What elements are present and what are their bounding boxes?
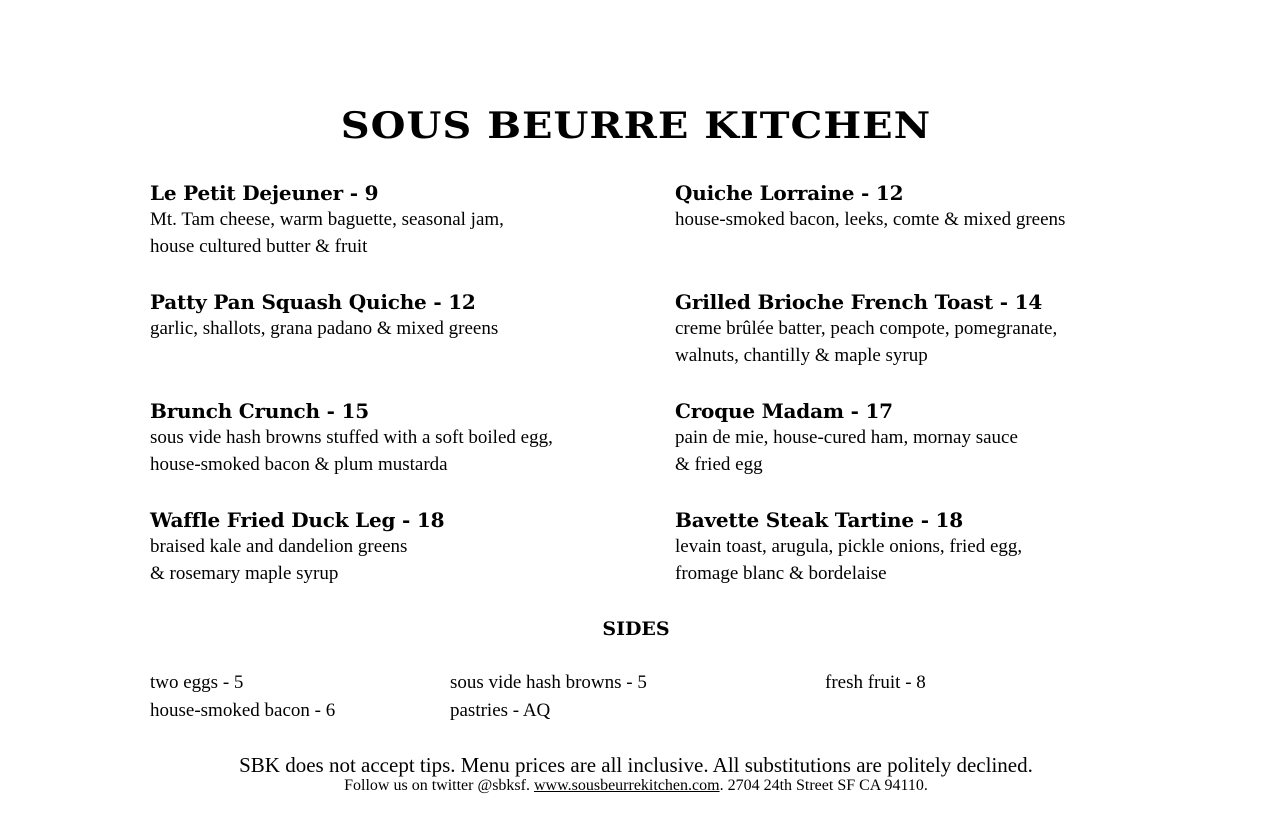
menu-item bbox=[150, 398, 620, 478]
menu-item bbox=[150, 507, 620, 587]
menu-item bbox=[675, 398, 1145, 478]
menu-item-description: pain de mie, house-cured ham, mornay sauce & fried egg bbox=[675, 427, 1018, 475]
twitter-handle-text: Follow us on twitter @sbksf. bbox=[344, 777, 534, 794]
menu-item-description: creme brûlée batter, peach compote, pomegranate, walnuts, chantilly & maple syrup bbox=[675, 318, 1058, 366]
menu-item-name: Brunch Crunch - 15 bbox=[150, 399, 369, 423]
menu-item-description: levain toast, arugula, pickle onions, fried egg, fromage blanc & bordelaise bbox=[675, 536, 1023, 584]
menu-item-description: braised kale and dandelion greens & rosemary maple syrup bbox=[150, 536, 408, 584]
side-item: two eggs - 5 bbox=[150, 672, 244, 693]
side-item: sous vide hash browns - 5 bbox=[450, 672, 647, 693]
menu-item-name: Grilled Brioche French Toast - 14 bbox=[675, 290, 1043, 314]
menu-item-description: garlic, shallots, grana padano & mixed greens bbox=[150, 318, 499, 339]
menu-item-name: Croque Madam - 17 bbox=[675, 399, 893, 423]
menu-item-name: Le Petit Dejeuner - 9 bbox=[150, 181, 379, 205]
restaurant-title: SOUS BEURRE KITCHEN bbox=[340, 103, 932, 148]
menu-item-name: Waffle Fried Duck Leg - 18 bbox=[150, 508, 445, 532]
menu-item-name: Quiche Lorraine - 12 bbox=[675, 181, 904, 205]
menu-item-name: Patty Pan Squash Quiche - 12 bbox=[150, 290, 476, 314]
side-item: house-smoked bacon - 6 bbox=[150, 700, 336, 721]
menu-item-description: Mt. Tam cheese, warm baguette, seasonal jam, house cultured butter & fruit bbox=[150, 209, 504, 257]
website-link[interactable]: www.sousbeurrekitchen.com bbox=[533, 777, 720, 794]
tip-policy-note: SBK does not accept tips. Menu prices are all inclusive. All substitutions are politely declined. bbox=[239, 753, 1033, 777]
menu-item bbox=[675, 289, 1145, 369]
menu-item-description: house-smoked bacon, leeks, comte & mixed greens bbox=[675, 209, 1066, 230]
menu-item bbox=[675, 180, 1145, 233]
menu-item bbox=[150, 289, 620, 342]
menu-item-name: Bavette Steak Tartine - 18 bbox=[675, 508, 963, 532]
sides-heading: SIDES bbox=[602, 618, 670, 640]
menu-item-description: sous vide hash browns stuffed with a soft boiled egg, house-smoked bacon & plum mustarda bbox=[150, 427, 553, 475]
side-item: pastries - AQ bbox=[450, 700, 551, 721]
contact-line bbox=[0, 776, 1272, 796]
menu-item bbox=[150, 180, 620, 260]
side-item: fresh fruit - 8 bbox=[825, 672, 926, 693]
address-text: . 2704 24th Street SF CA 94110. bbox=[719, 777, 928, 794]
menu-item bbox=[675, 507, 1145, 587]
